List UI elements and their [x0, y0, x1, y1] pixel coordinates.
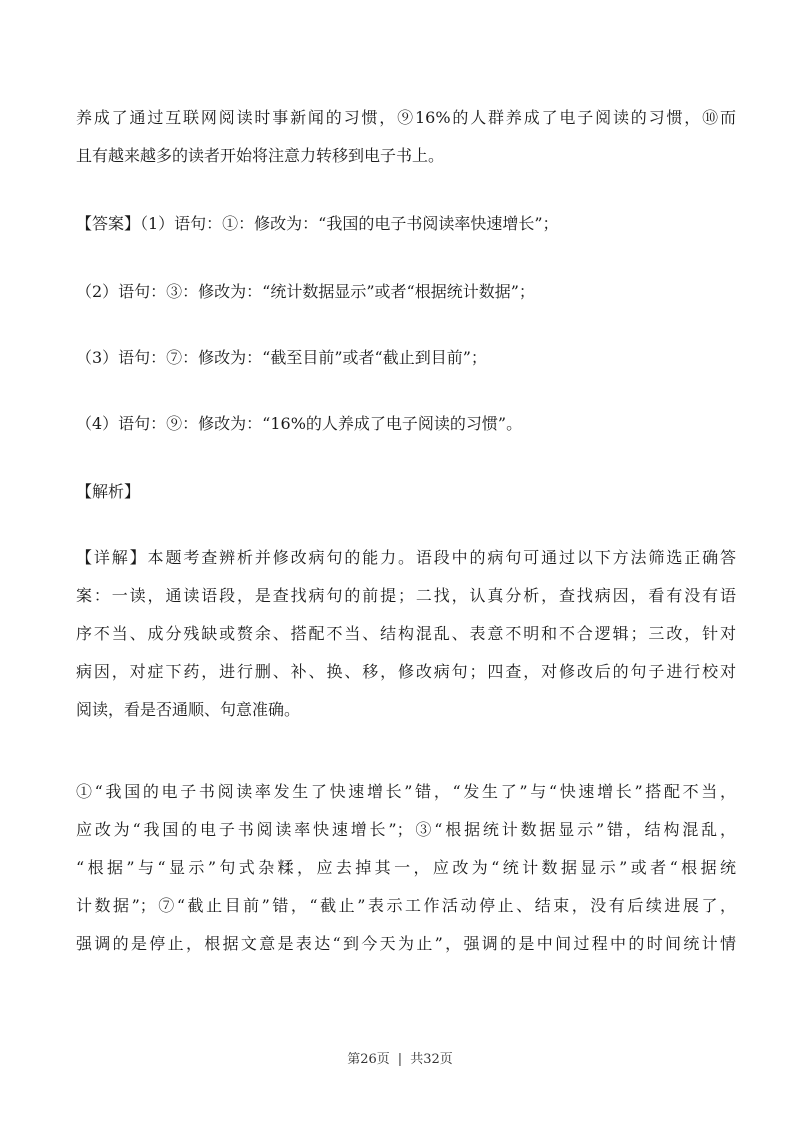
answer-line-3: （3）语句：⑦：修改为：“截至目前”或者“截止到目前”； [76, 348, 487, 367]
detail-line-3: 序不当、成分残缺或赘余、搭配不当、结构混乱、表意不明和不合逻辑；三改，针对 [76, 624, 736, 643]
footer-separator: | [397, 1052, 403, 1067]
detail-line-5: 阅读，看是否通顺、句意准确。 [76, 700, 301, 719]
intro-line-2: 且有越来越多的读者开始将注意力转移到电子书上。 [76, 146, 445, 165]
explain-line-1: ①“我国的电子书阅读率发生了快速增长”错，“发生了”与“快速增长”搭配不当， [76, 782, 736, 801]
intro-line-1: 养成了通过互联网阅读时事新闻的习惯，⑨16%的人群养成了电子阅读的习惯，⑩而 [76, 108, 736, 127]
page-footer [0, 1048, 800, 1067]
explain-line-5: 强调的是停止，根据文意是表达“到今天为止”，强调的是中间过程中的时间统计情 [76, 934, 736, 953]
answer-line-2: （2）语句：③：修改为：“统计数据显示”或者“根据统计数据”； [76, 282, 535, 301]
detail-line-2: 案：一读，通读语段，是查找病句的前提；二找，认真分析，查找病因，看有没有语 [76, 586, 736, 605]
detail-line-1: 【详解】本题考查辨析并修改病句的能力。语段中的病句可通过以下方法筛选正确答 [76, 548, 736, 567]
answer-line-4: （4）语句：⑨：修改为：“16%的人养成了电子阅读的习惯”。 [76, 414, 523, 433]
answer-line-1: 【答案】（1）语句：①：修改为：“我国的电子书阅读率快速增长”； [76, 214, 559, 233]
total-pages: 共32页 [410, 1052, 453, 1067]
detail-line-4: 病因，对症下药，进行删、补、换、移，修改病句；四查，对修改后的句子进行校对 [76, 662, 736, 681]
page-number: 第26页 [347, 1052, 390, 1067]
analysis-heading: 【解析】 [76, 482, 141, 501]
explain-line-3: “根据”与“显示”句式杂糅，应去掉其一，应改为“统计数据显示”或者“根据统 [76, 858, 736, 877]
explain-line-2: 应改为“我国的电子书阅读率快速增长”；③“根据统计数据显示”错，结构混乱， [76, 820, 736, 839]
explain-line-4: 计数据”；⑦“截止目前”错，“截止”表示工作活动停止、结束，没有后续进展了， [76, 896, 736, 915]
